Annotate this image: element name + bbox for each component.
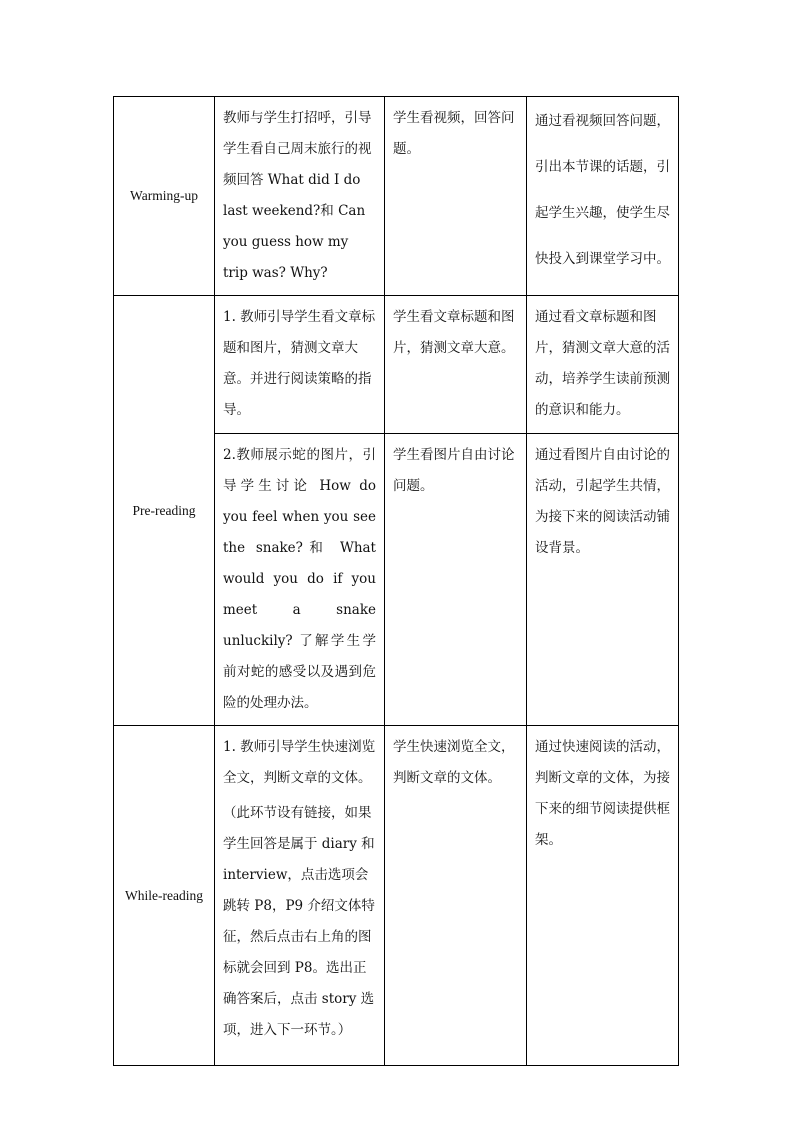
table-row [114,97,679,296]
teacher-activity-cell [215,434,385,726]
student-activity-cell [385,434,527,726]
purpose-text: 通过看视频回答问题，引出本节课的话题，引起学生兴趣，使学生尽快投入到课堂学习中。 [535,113,670,267]
student-activity-text: 学生看视频，回答问题。 [393,110,515,157]
purpose-cell [527,296,679,434]
stage-label: While-reading [125,887,203,903]
lesson-plan-table [113,96,679,1066]
teacher-activity-text: 1. 教师引导学生快速浏览全文，判断文章的文体。 [223,739,376,786]
stage-cell [114,296,215,726]
purpose-text: 通过看文章标题和图片，猜测文章大意的活动，培养学生读前预测的意识和能力。 [535,309,670,418]
teacher-activity-text: 2.教师展示蛇的图片，引导学生讨论 How do you feel when you see the snake?和 What would you do if you meet a snake unluckily? 了解学生学前对蛇的感受以及遇到危险的处理办法。 [223,447,376,711]
stage-cell [114,97,215,296]
student-activity-cell [385,726,527,1066]
student-activity-cell [385,296,527,434]
student-activity-text: 学生快速浏览全文，判断文章的文体。 [393,739,515,786]
student-activity-text: 学生看文章标题和图片，猜测文章大意。 [393,309,515,356]
table-row [114,296,679,434]
teacher-activity-text: 1. 教师引导学生看文章标题和图片，猜测文章大意。并进行阅读策略的指导。 [223,309,376,418]
table-row [114,726,679,1066]
stage-cell [114,726,215,1066]
purpose-cell [527,97,679,296]
student-activity-cell [385,97,527,296]
purpose-cell [527,434,679,726]
teacher-activity-note: （此环节设有链接，如果学生回答是属于 diary 和 interview，点击选项会跳转 P8，P9 介绍文体特征，然后点击右上角的图标就会回到 P8。选出正确答案后，点击 story 选项，进入下一环节。） [223,805,375,1038]
student-activity-text: 学生看图片自由讨论问题。 [393,447,515,494]
stage-label: Pre-reading [132,502,196,518]
teacher-activity-cell [215,296,385,434]
purpose-text: 通过快速阅读的活动，判断文章的文体，为接下来的细节阅读提供框架。 [535,739,670,848]
teacher-activity-cell [215,726,385,1066]
stage-label: Warming-up [130,188,198,203]
teacher-activity-text: 教师与学生打招呼，引导学生看自己周末旅行的视频回答 What did I do last weekend?和 Can you guess how my trip was? Why? [223,110,372,281]
purpose-text: 通过看图片自由讨论的活动，引起学生共情，为接下来的阅读活动铺设背景。 [535,447,670,556]
purpose-cell [527,726,679,1066]
teacher-activity-cell [215,97,385,296]
